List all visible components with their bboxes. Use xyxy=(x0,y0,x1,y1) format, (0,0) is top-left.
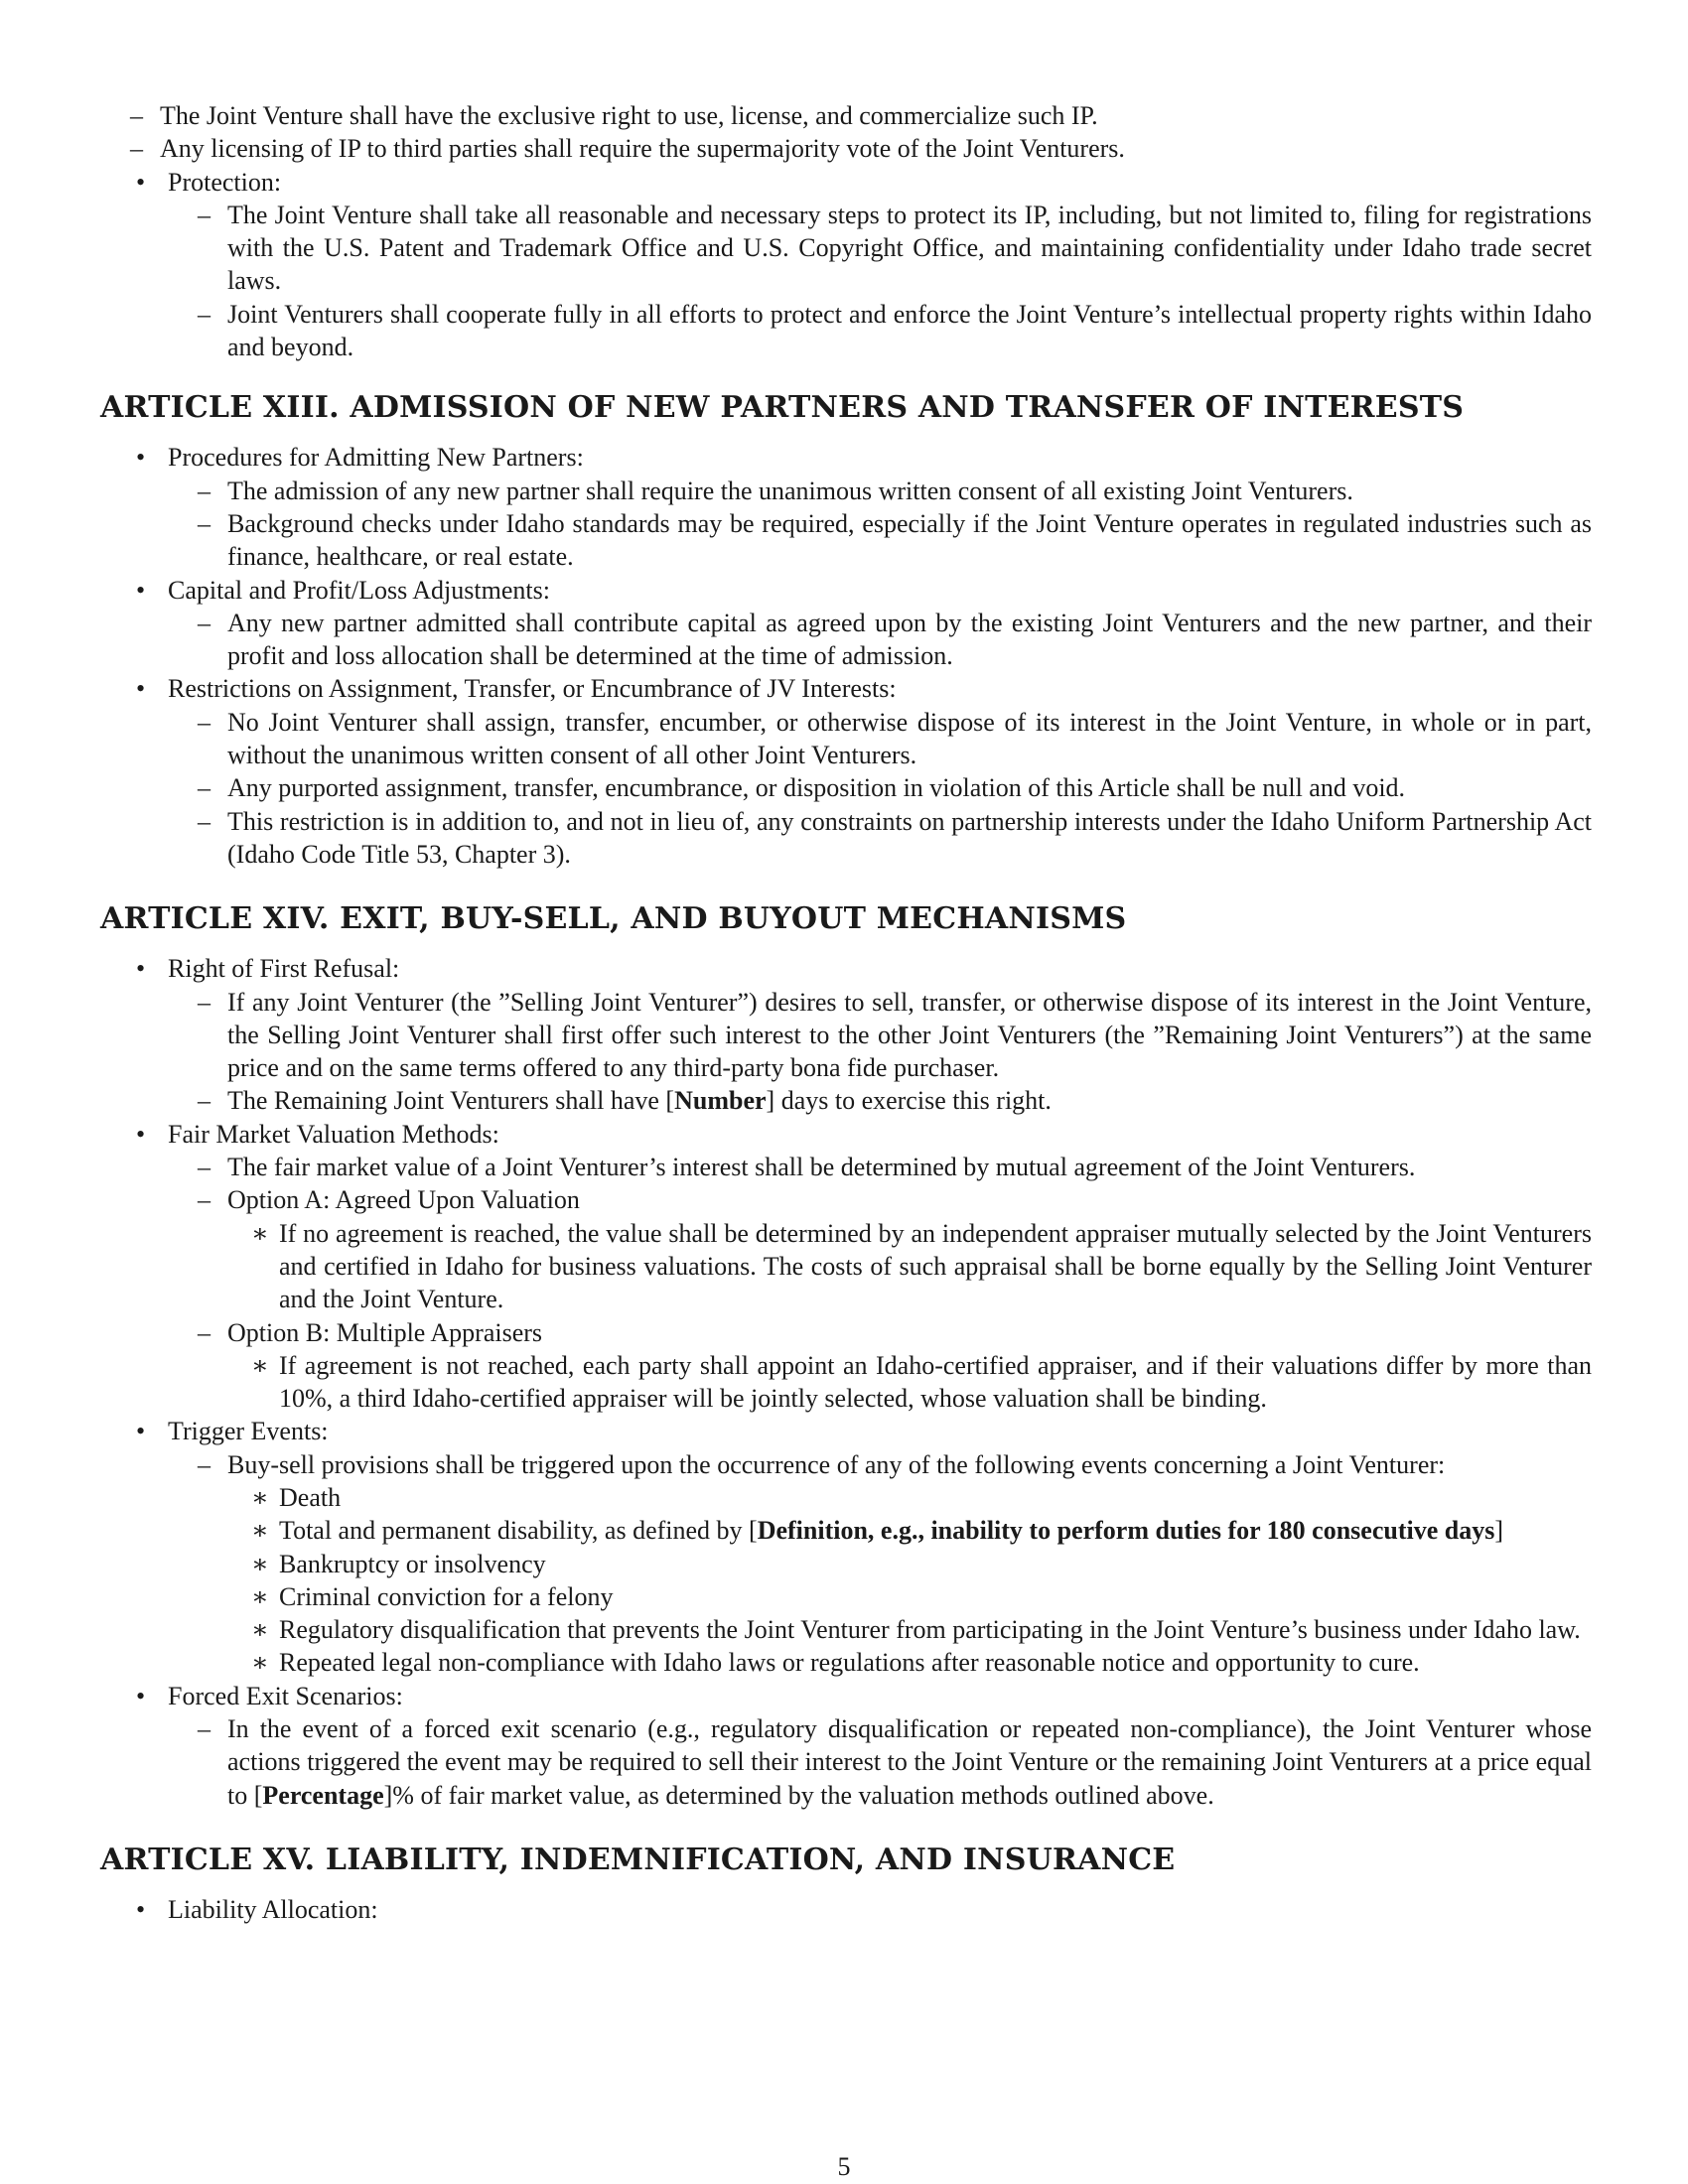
list-item: – This restriction is in addition to, and not in lieu of, any constraints on partnership interests under the Idaho Uniform Partnership Act (Idaho Code Title 53, Chapter 3). xyxy=(198,806,1592,869)
restrictions-list xyxy=(198,706,1592,871)
capital-list xyxy=(198,607,1592,673)
dash-marker: – xyxy=(198,1714,211,1744)
list-item: ∗ Total and permanent disability, as defined by [Definition, e.g., inability to perform duties for 180 consecutive days] xyxy=(279,1514,1592,1547)
star-marker: ∗ xyxy=(251,1218,269,1248)
rofr-list xyxy=(198,986,1592,1118)
list-item: • Forced Exit Scenarios: – In the event of a forced exit scenario (e.g., regulatory disqualification or repeated non-compliance), the Joint Venturer whose actions triggered the event may be required to sell their interest to the Joint Venture or the remaining Joint Venturers at a price equal to [Percentage]% of fair market value, as determined by the valuation methods outlined above. xyxy=(100,1680,1592,1812)
list-item: – In the event of a forced exit scenario (e.g., regulatory disqualification or repeated non-compliance), the Joint Venturer whose actions triggered the event may be required to sell their interest to the Joint Venture or the remaining Joint Venturers at a price equal to [Percentage]% of fair market value, as determined by the valuation methods outlined above. xyxy=(198,1714,1592,1810)
dash-marker: – xyxy=(198,200,211,229)
dash-marker: – xyxy=(198,476,211,505)
list-item: • Liability Allocation: xyxy=(100,1893,1592,1926)
bullet-marker: • xyxy=(136,954,146,984)
list-item: ∗ If agreement is not reached, each party shall appoint an Idaho-certified appraiser, and if their valuations differ by more than 10%, a third Idaho-certified appraiser will be jointly selected, whose valuation shall be binding. xyxy=(251,1350,1592,1414)
dash-marker: – xyxy=(198,1449,211,1479)
list-item: – The Joint Venture shall take all reasonable and necessary steps to protect its IP, including, but not limited to, filing for registrations with the U.S. Patent and Trademark Office and U.S. Copyright Office, and maintaining confidentiality under Idaho trade secret laws. xyxy=(198,200,1592,296)
article-xiv-list xyxy=(100,952,1592,1812)
bullet-marker: • xyxy=(136,443,146,473)
ip-use-list xyxy=(130,99,1592,166)
list-item: – The fair market value of a Joint Venturer’s interest shall be determined by mutual agreement of the Joint Venturers. xyxy=(227,1151,1592,1183)
list-item: ∗ Repeated legal non-compliance with Idaho laws or regulations after reasonable notice and opportunity to cure. xyxy=(279,1646,1592,1679)
placeholder-percentage: Percentage xyxy=(262,1780,384,1810)
bullet-marker: • xyxy=(136,1894,146,1924)
list-item: – If any Joint Venturer (the ”Selling Joint Venturer”) desires to sell, transfer, or otherwise dispose of its interest in the Joint Venture, the Selling Joint Venturer shall first offer such interest to the other Joint Venturers (the ”Remaining Joint Venturers”) at the same price and on the same terms offered to any third-party bona fide purchaser. xyxy=(198,987,1592,1083)
list-item: – Any licensing of IP to third parties shall require the supermajority vote of the Joint Venturers. xyxy=(160,132,1592,165)
triggers-list xyxy=(198,1448,1592,1680)
list-item: – Any new partner admitted shall contribute capital as agreed upon by the existing Joint Venturers and the new partner, and their profit and loss allocation shall be determined at the time of admission. xyxy=(198,608,1592,671)
protection-list xyxy=(198,199,1592,363)
article-xv-heading: ARTICLE XV. LIABILITY, INDEMNIFICATION, AND INSURANCE xyxy=(100,1842,1176,1877)
list-item: – Any purported assignment, transfer, encumbrance, or disposition in violation of this Article shall be null and void. xyxy=(227,771,1592,804)
article-xv-list xyxy=(100,1893,1592,1926)
bullet-marker: • xyxy=(136,1119,146,1149)
bullet-marker: • xyxy=(136,575,146,605)
page-number: 5 xyxy=(837,2152,851,2181)
star-marker: ∗ xyxy=(251,1516,269,1546)
placeholder-definition: Definition, e.g., inability to perform duties for 180 consecutive days xyxy=(757,1516,1495,1546)
list-item: • Fair Market Valuation Methods: – The fair market value of a Joint Venturer’s interest shall be determined by mutual agreement of the Joint Venturers. – Option A: Agreed Upon Valuation ∗ If no agreement is reached, the value shall be determined by an independent appraiser mutually selected by the Joint Venturers and certified in Idaho for business valuations. The costs of such appraisal shall be borne equally by the Selling Joint Venturer and the Joint Venture. – Option B: Multiple Appraisers ∗ If agreement is not reached, each party shall appoint an Idaho-certified appraiser, and if their valuations differ by more than 10%, a third Idaho-certified appraiser will be jointly selected, whose valuation shall be binding. xyxy=(100,1118,1592,1416)
option-a-list xyxy=(251,1217,1592,1316)
dash-marker: – xyxy=(198,299,211,329)
procedures-list xyxy=(198,475,1592,574)
bullet-marker: • xyxy=(136,1681,146,1710)
bullet-marker: • xyxy=(136,167,146,197)
list-item: – Option B: Multiple Appraisers ∗ If agreement is not reached, each party shall appoint an Idaho-certified appraiser, and if their valuations differ by more than 10%, a third Idaho-certified appraiser will be jointly selected, whose valuation shall be binding. xyxy=(227,1316,1592,1416)
star-marker: ∗ xyxy=(251,1581,269,1611)
list-item: – No Joint Venturer shall assign, transfer, encumber, or otherwise dispose of its interest in the Joint Venture, in whole or in part, without the unanimous written consent of all other Joint Venturers. xyxy=(198,707,1592,770)
dash-marker: – xyxy=(198,608,211,637)
article-xiii-list xyxy=(100,441,1592,871)
list-item: ∗ If no agreement is reached, the value shall be determined by an independent appraiser mutually selected by the Joint Venturers and certified in Idaho for business valuations. The costs of such appraisal shall be borne equally by the Selling Joint Venturer and the Joint Venture. xyxy=(251,1218,1592,1314)
list-item: • Right of First Refusal: – If any Joint Venturer (the ”Selling Joint Venturer”) desires to sell, transfer, or otherwise dispose of its interest in the Joint Venture, the Selling Joint Venturer shall first offer such interest to the other Joint Venturers (the ”Remaining Joint Venturers”) at the same price and on the same terms offered to any third-party bona fide purchaser. – The Remaining Joint Venturers shall have [Number] days to exercise this right. xyxy=(100,952,1592,1117)
trigger-events-list xyxy=(251,1481,1592,1680)
star-marker: ∗ xyxy=(251,1350,269,1380)
placeholder-number: Number xyxy=(674,1086,767,1116)
star-marker: ∗ xyxy=(251,1549,269,1578)
dash-marker: – xyxy=(198,1153,211,1182)
dash-marker: – xyxy=(198,806,211,836)
list-item: • Capital and Profit/Loss Adjustments: – Any new partner admitted shall contribute capital as agreed upon by the existing Joint Venturers and the new partner, and their profit and loss allocation shall be determined at the time of admission. xyxy=(100,574,1592,673)
bullet-marker: • xyxy=(136,1417,146,1446)
protection-label: Protection: xyxy=(168,167,282,197)
list-item: ∗ Regulatory disqualification that prevents the Joint Venturer from participating in the Joint Venture’s business under Idaho law. xyxy=(279,1613,1592,1646)
article-xiii-heading: ARTICLE XIII. ADMISSION OF NEW PARTNERS AND TRANSFER OF INTERESTS xyxy=(100,390,1465,426)
list-item: – The Joint Venture shall have the exclusive right to use, license, and commercialize such IP. xyxy=(160,99,1592,132)
list-item: – Option A: Agreed Upon Valuation ∗ If no agreement is reached, the value shall be determined by an independent appraiser mutually selected by the Joint Venturers and certified in Idaho for business valuations. The costs of such appraisal shall be borne equally by the Selling Joint Venturer and the Joint Venture. xyxy=(227,1183,1592,1315)
fmv-list xyxy=(198,1151,1592,1415)
list-item: – The Remaining Joint Venturers shall have [Number] days to exercise this right. xyxy=(227,1084,1592,1117)
list-item: – Joint Venturers shall cooperate fully in all efforts to protect and enforce the Joint Venture’s intellectual property rights within Idaho and beyond. xyxy=(198,299,1592,362)
dash-marker: – xyxy=(198,508,211,538)
list-item: – The admission of any new partner shall require the unanimous written consent of all existing Joint Venturers. xyxy=(227,475,1592,507)
dash-marker: – xyxy=(130,134,143,164)
list-item: – Background checks under Idaho standards may be required, especially if the Joint Venture operates in regulated industries such as finance, healthcare, or real estate. xyxy=(198,508,1592,572)
list-item xyxy=(100,166,1592,364)
bullet-marker: • xyxy=(136,674,146,704)
option-b-list xyxy=(251,1349,1592,1416)
dash-marker: – xyxy=(198,1317,211,1347)
forced-exit-list xyxy=(198,1712,1592,1812)
list-item: • Trigger Events: – Buy-sell provisions shall be triggered upon the occurrence of any of the following events concerning a Joint Venturer: ∗ Death ∗ Total and permanent disability, as defined by [Definition, e.g., inability to perform duties for 180 consecutive days] ∗ Bankruptcy or insolvency ∗ Criminal conviction for a felony ∗ Regulatory disqualification that prevents the Joint Venturer from participating in the Joint Venture’s business under Idaho law. ∗ Repeated legal non-compliance with Idaho laws or regulations after reasonable notice and opportunity to cure. xyxy=(100,1415,1592,1679)
dash-marker: – xyxy=(198,773,211,803)
star-marker: ∗ xyxy=(251,1615,269,1645)
list-item: • Restrictions on Assignment, Transfer, or Encumbrance of JV Interests: – No Joint Venturer shall assign, transfer, encumber, or otherwise dispose of its interest in the Joint Venture, in whole or in part, without the unanimous written consent of all other Joint Venturers. – Any purported assignment, transfer, encumbrance, or disposition in violation of this Article shall be null and void. – This restriction is in addition to, and not in lieu of, any constraints on partnership interests under the Idaho Uniform Partnership Act (Idaho Code Title 53, Chapter 3). xyxy=(100,672,1592,871)
list-item: • Procedures for Admitting New Partners: – The admission of any new partner shall require the unanimous written consent of all existing Joint Venturers. – Background checks under Idaho standards may be required, especially if the Joint Venture operates in regulated industries such as finance, healthcare, or real estate. xyxy=(100,441,1592,573)
protection-section xyxy=(100,166,1592,364)
document-page xyxy=(100,99,1592,1926)
star-marker: ∗ xyxy=(251,1648,269,1678)
dash-marker: – xyxy=(198,707,211,737)
star-marker: ∗ xyxy=(251,1482,269,1512)
list-item: ∗ Death xyxy=(279,1481,1592,1514)
article-xiv-heading: ARTICLE XIV. EXIT, BUY-SELL, AND BUYOUT MECHANISMS xyxy=(100,901,1127,937)
dash-marker: – xyxy=(198,1185,211,1215)
list-item: ∗ Criminal conviction for a felony xyxy=(279,1580,1592,1613)
list-item: ∗ Bankruptcy or insolvency xyxy=(279,1548,1592,1580)
dash-marker: – xyxy=(130,101,143,130)
dash-marker: – xyxy=(198,987,211,1017)
dash-marker: – xyxy=(198,1086,211,1116)
list-item: – Buy-sell provisions shall be triggered upon the occurrence of any of the following events concerning a Joint Venturer: ∗ Death ∗ Total and permanent disability, as defined by [Definition, e.g., inability to perform duties for 180 consecutive days] ∗ Bankruptcy or insolvency ∗ Criminal conviction for a felony ∗ Regulatory disqualification that prevents the Joint Venturer from participating in the Joint Venture’s business under Idaho law. ∗ Repeated legal non-compliance with Idaho laws or regulations after reasonable notice and opportunity to cure. xyxy=(227,1448,1592,1680)
